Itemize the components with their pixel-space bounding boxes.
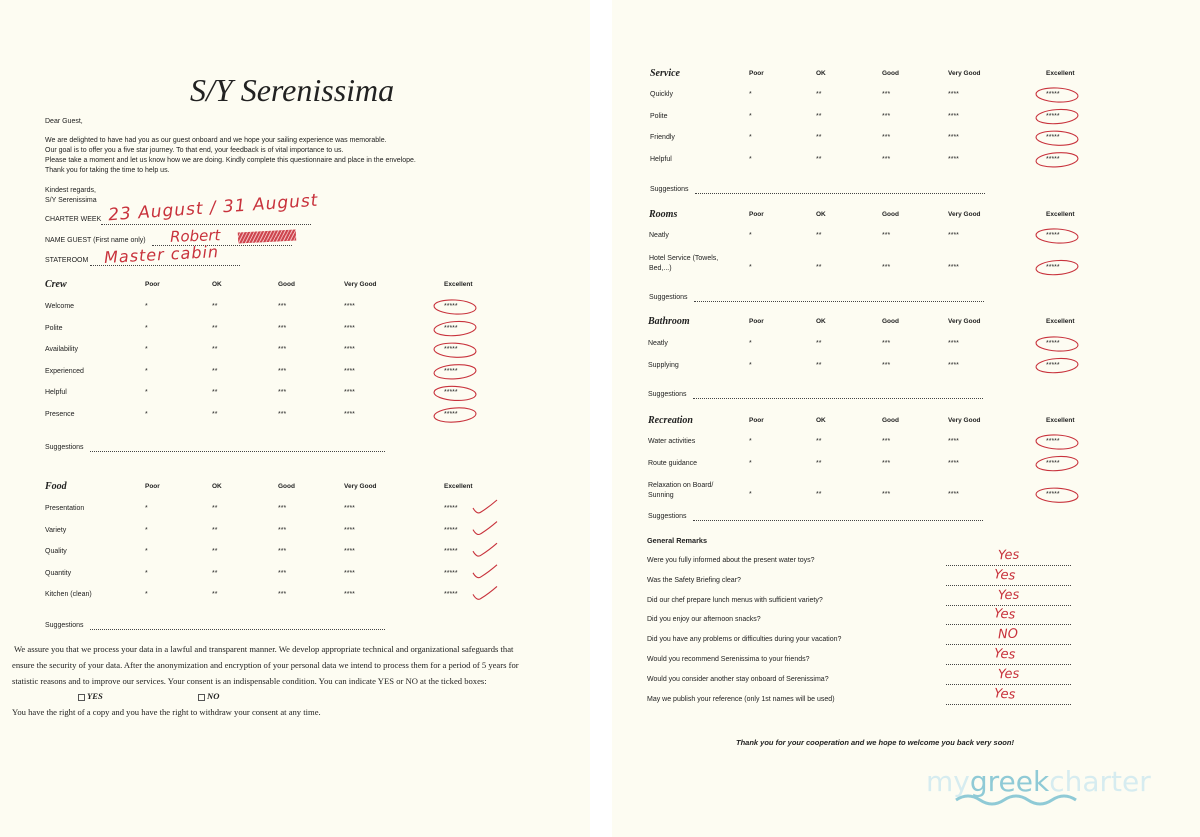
right-rooms-col-3: Very Good [948,211,981,218]
right-bathroom-col-1: OK [816,318,826,325]
right-rooms-title: Rooms [649,209,678,220]
right-recreation-rating-0-3[interactable]: **** [948,438,959,445]
right-recreation-col-2: Good [882,417,899,424]
general-answer-6[interactable]: Yes [997,666,1020,683]
general-question-4: Did you have any problems or difficulties during your vacation? [647,636,842,644]
stateroom-value[interactable]: Master cabin [103,242,220,267]
right-recreation-rating-0-2[interactable]: *** [882,438,891,445]
right-recreation-item-2: Relaxation on Board/ Sunning [648,482,714,500]
right-bathroom-rating-1-4[interactable]: ***** [1046,361,1060,369]
left-crew-rating-3-0[interactable]: * [145,367,148,375]
general-answer-line-7 [946,704,1071,705]
left-crew-rating-4-1[interactable]: ** [212,389,218,397]
right-bathroom-rating-0-4[interactable]: ***** [1046,340,1060,347]
right-recreation-title: Recreation [648,415,693,426]
right-rooms-rating-1-1[interactable]: ** [816,263,822,271]
left-crew-col-3: Very Good [344,281,377,288]
left-food-rating-4-2[interactable]: *** [278,591,287,599]
no-label: NO [207,691,220,701]
right-rooms-col-2: Good [882,211,899,218]
left-food-rating-1-3[interactable]: **** [344,526,355,534]
right-service-rating-1-4[interactable]: ***** [1046,112,1060,120]
left-food-rating-2-4[interactable]: ***** [444,548,458,556]
right-service-item-0: Quickly [650,91,673,98]
right-recreation-suggestions-line[interactable] [693,520,983,521]
right-recreation-suggestions-label: Suggestions [648,513,687,520]
general-answer-1[interactable]: Yes [993,567,1016,584]
right-bathroom-rating-1-0[interactable]: * [749,361,752,369]
left-crew-col-0: Poor [145,281,160,288]
right-bathroom-rating-1-2[interactable]: *** [882,361,891,369]
right-bathroom-title: Bathroom [648,316,690,327]
left-crew-rating-0-3[interactable]: **** [344,303,355,310]
left-crew-rating-5-2[interactable]: *** [278,411,287,418]
watermark-my: my [926,765,970,798]
consent-line-1: We assure you that we process your data in a lawful and transparent manner. We develop appropriate technical and organizational safeguards that [14,644,514,654]
left-food-col-3: Very Good [344,483,377,490]
left-crew-rating-4-0[interactable]: * [145,389,148,397]
left-crew-suggestions-line[interactable] [90,451,385,452]
right-service-rating-2-1[interactable]: ** [816,134,822,142]
right-rooms-rating-1-0[interactable]: * [749,263,752,271]
left-food-rating-1-1[interactable]: ** [212,526,218,534]
left-food-rating-1-4[interactable]: ***** [444,526,458,534]
left-food-rating-3-4[interactable]: ***** [444,569,458,577]
right-bathroom-col-3: Very Good [948,318,981,325]
right-bathroom-rating-0-2[interactable]: *** [882,340,891,347]
right-rooms-rating-1-4[interactable]: ***** [1046,263,1060,271]
right-service-col-2: Good [882,70,899,77]
right-rooms-suggestions-label: Suggestions [649,294,688,301]
left-crew-rating-4-3[interactable]: **** [344,389,355,397]
greeting: Dear Guest, [45,118,83,125]
right-service-item-3: Helpful [650,155,672,163]
left-food-rating-3-3[interactable]: **** [344,569,355,577]
left-food-rating-4-1[interactable]: ** [212,591,218,599]
left-food-rating-4-3[interactable]: **** [344,591,355,599]
general-question-2: Did our chef prepare lunch menus with sufficient variety? [647,596,823,604]
right-service-rating-3-3[interactable]: **** [948,155,959,163]
right-recreation-rating-1-2[interactable]: *** [882,459,891,467]
right-recreation-rating-2-1[interactable]: ** [816,491,822,499]
right-recreation-rating-2-0[interactable]: * [749,491,752,499]
right-bathroom-item-0: Neatly [648,340,668,347]
general-answer-line-5 [946,664,1071,665]
left-food-item-1: Variety [45,526,67,534]
stateroom-label: STATEROOM [45,257,89,264]
left-food-rating-0-3[interactable]: **** [344,505,355,512]
left-crew-rating-5-0[interactable]: * [145,411,148,418]
left-crew-item-3: Experienced [45,367,84,375]
left-food-col-2: Good [278,483,295,490]
right-service-item-1: Polite [650,112,668,120]
left-food-rating-0-1[interactable]: ** [212,505,218,512]
left-crew-rating-4-2[interactable]: *** [278,389,287,397]
left-food-item-2: Quality [45,548,67,556]
right-bathroom-rating-1-3[interactable]: **** [948,361,959,369]
left-food-col-1: OK [212,483,222,490]
left-crew-item-2: Availability [45,346,78,354]
right-service-rating-0-1[interactable]: ** [816,91,822,98]
general-answer-7[interactable]: Yes [993,685,1016,703]
right-recreation-rating-1-0[interactable]: * [749,459,752,467]
right-recreation-rating-1-3[interactable]: **** [948,459,959,467]
charter-week-line [101,224,311,225]
right-service-col-4: Excellent [1046,70,1075,77]
right-service-rating-2-3[interactable]: **** [948,134,959,142]
intro-line-2: Our goal is to offer you a five star journey. To that end, your feedback is of vital importance to us. [45,147,344,154]
right-service-rating-3-0[interactable]: * [749,155,752,163]
watermark-charter: charter [1049,765,1151,798]
right-bathroom-col-2: Good [882,318,899,325]
general-answer-4[interactable]: NO [997,626,1019,643]
right-service-rating-1-2[interactable]: *** [882,112,891,120]
left-crew-rating-0-0[interactable]: * [145,303,148,310]
right-bathroom-suggestions-label: Suggestions [648,391,687,398]
left-crew-rating-0-4[interactable]: ***** [444,303,458,310]
consent-yes-option[interactable] [78,691,103,701]
guest-name-label: NAME GUEST (First name only) [45,237,146,244]
right-bathroom-rating-1-1[interactable]: ** [816,361,822,369]
right-service-rating-3-2[interactable]: *** [882,155,891,163]
left-food-rating-1-2[interactable]: *** [278,526,287,534]
general-answer-0[interactable]: Yes [997,547,1020,564]
right-recreation-item-1: Route guidance [648,459,698,467]
right-rooms-rating-0-4[interactable]: ***** [1046,232,1060,239]
left-food-title: Food [45,481,67,492]
right-rooms-rating-1-2[interactable]: *** [882,263,891,271]
charter-week-label: CHARTER WEEK [45,216,102,223]
right-service-col-0: Poor [749,70,764,77]
watermark-logo [926,765,1151,798]
right-bathroom-item-1: Supplying [648,361,679,369]
right-bathroom-col-0: Poor [749,318,764,325]
right-service-suggestions-label: Suggestions [650,186,689,193]
right-recreation-rating-0-0[interactable]: * [749,438,752,445]
right-recreation-rating-0-4[interactable]: ***** [1046,438,1060,445]
right-service-rating-1-1[interactable]: ** [816,112,822,120]
right-service-col-1: OK [816,70,826,77]
right-service-rating-0-4[interactable]: ***** [1046,91,1060,98]
left-crew-rating-2-0[interactable]: * [145,346,148,354]
left-crew-rating-4-4[interactable]: ***** [444,389,458,397]
right-service-rating-2-4[interactable]: ***** [1046,134,1060,142]
left-crew-rating-3-1[interactable]: ** [212,367,218,375]
left-crew-rating-3-3[interactable]: **** [344,367,355,375]
right-service-rating-0-3[interactable]: **** [948,91,959,98]
left-crew-col-4: Excellent [444,281,473,288]
right-rooms-suggestions-line[interactable] [694,301,984,302]
left-crew-rating-2-3[interactable]: **** [344,346,355,354]
left-food-rating-1-0[interactable]: * [145,526,148,534]
intro-line-1: We are delighted to have had you as our guest onboard and we hope your sailing experience was memorable. [45,137,387,144]
intro-line-4: Thank you for taking the time to help us. [45,167,170,174]
left-food-rating-2-3[interactable]: **** [344,548,355,556]
right-page [612,0,1200,837]
thanks-message: Thank you for your cooperation and we hope to welcome you back very soon! [736,738,1014,747]
left-crew-rating-5-1[interactable]: ** [212,411,218,418]
document-title: S/Y Serenissima [190,72,395,108]
right-recreation-rating-1-1[interactable]: ** [816,459,822,467]
right-recreation-col-4: Excellent [1046,417,1075,424]
left-crew-rating-5-4[interactable]: ***** [444,411,458,418]
closing: Kindest regards, [45,187,96,194]
left-crew-rating-1-0[interactable]: * [145,324,148,332]
right-bathroom-rating-0-1[interactable]: ** [816,340,822,347]
general-answer-5[interactable]: Yes [993,646,1016,663]
general-answer-2[interactable]: Yes [997,587,1020,603]
right-rooms-col-1: OK [816,211,826,218]
left-food-rating-0-2[interactable]: *** [278,505,287,512]
left-crew-suggestions-label: Suggestions [45,444,84,451]
general-answer-line-2 [946,605,1071,606]
right-recreation-col-1: OK [816,417,826,424]
signature: S/Y Serenissima [45,197,97,204]
left-food-rating-3-0[interactable]: * [145,569,148,577]
left-food-rating-3-1[interactable]: ** [212,569,218,577]
left-food-rating-0-4[interactable]: ***** [444,505,458,512]
left-food-suggestions-label: Suggestions [45,622,84,629]
left-food-col-0: Poor [145,483,160,490]
left-crew-item-0: Welcome [45,303,75,310]
right-rooms-item-0: Neatly [649,232,669,239]
left-crew-rating-0-2[interactable]: *** [278,303,287,310]
right-service-rating-2-0[interactable]: * [749,134,752,142]
right-service-suggestions-line[interactable] [695,193,985,194]
left-food-rating-2-1[interactable]: ** [212,548,218,556]
general-question-6: Would you consider another stay onboard of Serenissima? [647,675,829,683]
left-crew-rating-5-3[interactable]: **** [344,411,355,418]
yes-checkbox[interactable] [78,694,85,701]
left-crew-item-1: Polite [45,324,63,332]
no-checkbox[interactable] [198,694,205,701]
charter-week-value[interactable]: 23 August / 31 August [107,190,320,226]
right-service-item-2: Friendly [650,134,675,142]
left-crew-col-2: Good [278,281,295,288]
watermark-greek: greek [969,765,1050,798]
left-food-rating-2-2[interactable]: *** [278,548,287,556]
right-service-rating-3-1[interactable]: ** [816,155,822,163]
right-service-title: Service [650,68,680,79]
consent-no-option[interactable] [198,691,219,701]
left-crew-rating-2-4[interactable]: ***** [444,346,458,354]
yes-label: YES [87,691,103,701]
right-recreation-col-0: Poor [749,417,764,424]
right-rooms-rating-1-3[interactable]: **** [948,263,959,271]
right-service-rating-3-4[interactable]: ***** [1046,155,1060,163]
right-bathroom-rating-0-3[interactable]: **** [948,340,959,347]
consent-line-2: ensure the security of your data. After the anonymization and encryption of your personal data we intend to process them for a period of 5 years for [12,660,519,670]
left-crew-item-4: Helpful [45,389,67,397]
right-rooms-rating-0-2[interactable]: *** [882,232,891,239]
right-rooms-rating-0-0[interactable]: * [749,232,752,239]
right-service-rating-0-0[interactable]: * [749,91,752,98]
left-food-rating-4-4[interactable]: ***** [444,591,458,599]
left-crew-rating-1-2[interactable]: *** [278,324,287,332]
general-answer-3[interactable]: Yes [993,606,1016,624]
consent-rights: You have the right of a copy and you have the right to withdraw your consent at any time. [12,707,321,717]
right-rooms-col-4: Excellent [1046,211,1075,218]
right-rooms-rating-0-3[interactable]: **** [948,232,959,239]
right-recreation-col-3: Very Good [948,417,981,424]
left-crew-rating-1-4[interactable]: ***** [444,324,458,332]
left-food-item-3: Quantity [45,569,72,577]
left-food-rating-4-0[interactable]: * [145,591,148,599]
left-crew-rating-1-1[interactable]: ** [212,324,218,332]
left-crew-rating-1-3[interactable]: **** [344,324,355,332]
left-food-rating-3-2[interactable]: *** [278,569,287,577]
right-bathroom-rating-0-0[interactable]: * [749,340,752,347]
left-food-item-0: Presentation [45,505,85,512]
general-question-0: Were you fully informed about the present water toys? [647,557,815,564]
right-recreation-rating-2-4[interactable]: ***** [1046,491,1060,499]
general-answer-line-3 [946,624,1071,625]
left-crew-item-5: Presence [45,411,75,418]
left-food-rating-2-0[interactable]: * [145,548,148,556]
guest-name-value[interactable]: Robert [169,226,221,246]
right-recreation-rating-0-1[interactable]: ** [816,438,822,445]
consent-line-3: statistic reasons and to improve our services. Your consent is an indispensable condition. You can indicate YES or NO at the ticked boxes: [12,676,487,686]
right-bathroom-suggestions-line[interactable] [693,398,983,399]
left-crew-title: Crew [45,279,67,290]
general-remarks-title: General Remarks [647,536,708,545]
general-question-7: May we publish your reference (only 1st names will be used) [647,695,835,703]
general-answer-line-1 [946,585,1071,586]
general-answer-line-4 [946,644,1071,645]
general-question-1: Was the Safety Briefing clear? [647,576,741,584]
intro-line-3: Please take a moment and let us know how we are doing. Kindly complete this questionnaire and place in the envelope. [45,157,416,164]
left-crew-rating-2-2[interactable]: *** [278,346,287,354]
right-service-rating-0-2[interactable]: *** [882,91,891,98]
right-rooms-item-1: Hotel Service (Towels, Bed,...) [649,254,719,272]
right-service-rating-2-2[interactable]: *** [882,134,891,142]
general-question-3: Did you enjoy our afternoon snacks? [647,616,761,624]
left-crew-rating-3-4[interactable]: ***** [444,367,458,375]
left-crew-rating-3-2[interactable]: *** [278,367,287,375]
right-rooms-rating-0-1[interactable]: ** [816,232,822,239]
left-food-col-4: Excellent [444,483,473,490]
right-service-rating-1-0[interactable]: * [749,112,752,120]
right-recreation-rating-1-4[interactable]: ***** [1046,459,1060,467]
right-recreation-item-0: Water activities [648,438,696,445]
left-crew-col-1: OK [212,281,222,288]
left-crew-rating-2-1[interactable]: ** [212,346,218,354]
left-food-item-4: Kitchen (clean) [45,591,92,599]
general-question-5: Would you recommend Serenissima to your friends? [647,656,810,663]
right-bathroom-col-4: Excellent [1046,318,1075,325]
right-recreation-rating-2-2[interactable]: *** [882,491,891,499]
right-recreation-rating-2-3[interactable]: **** [948,491,959,499]
right-service-col-3: Very Good [948,70,981,77]
left-food-rating-0-0[interactable]: * [145,505,148,512]
left-crew-rating-0-1[interactable]: ** [212,303,218,310]
general-answer-line-6 [946,684,1071,685]
right-service-rating-1-3[interactable]: **** [948,112,959,120]
general-answer-line-0 [946,565,1071,566]
right-rooms-col-0: Poor [749,211,764,218]
left-food-suggestions-line[interactable] [90,629,385,630]
